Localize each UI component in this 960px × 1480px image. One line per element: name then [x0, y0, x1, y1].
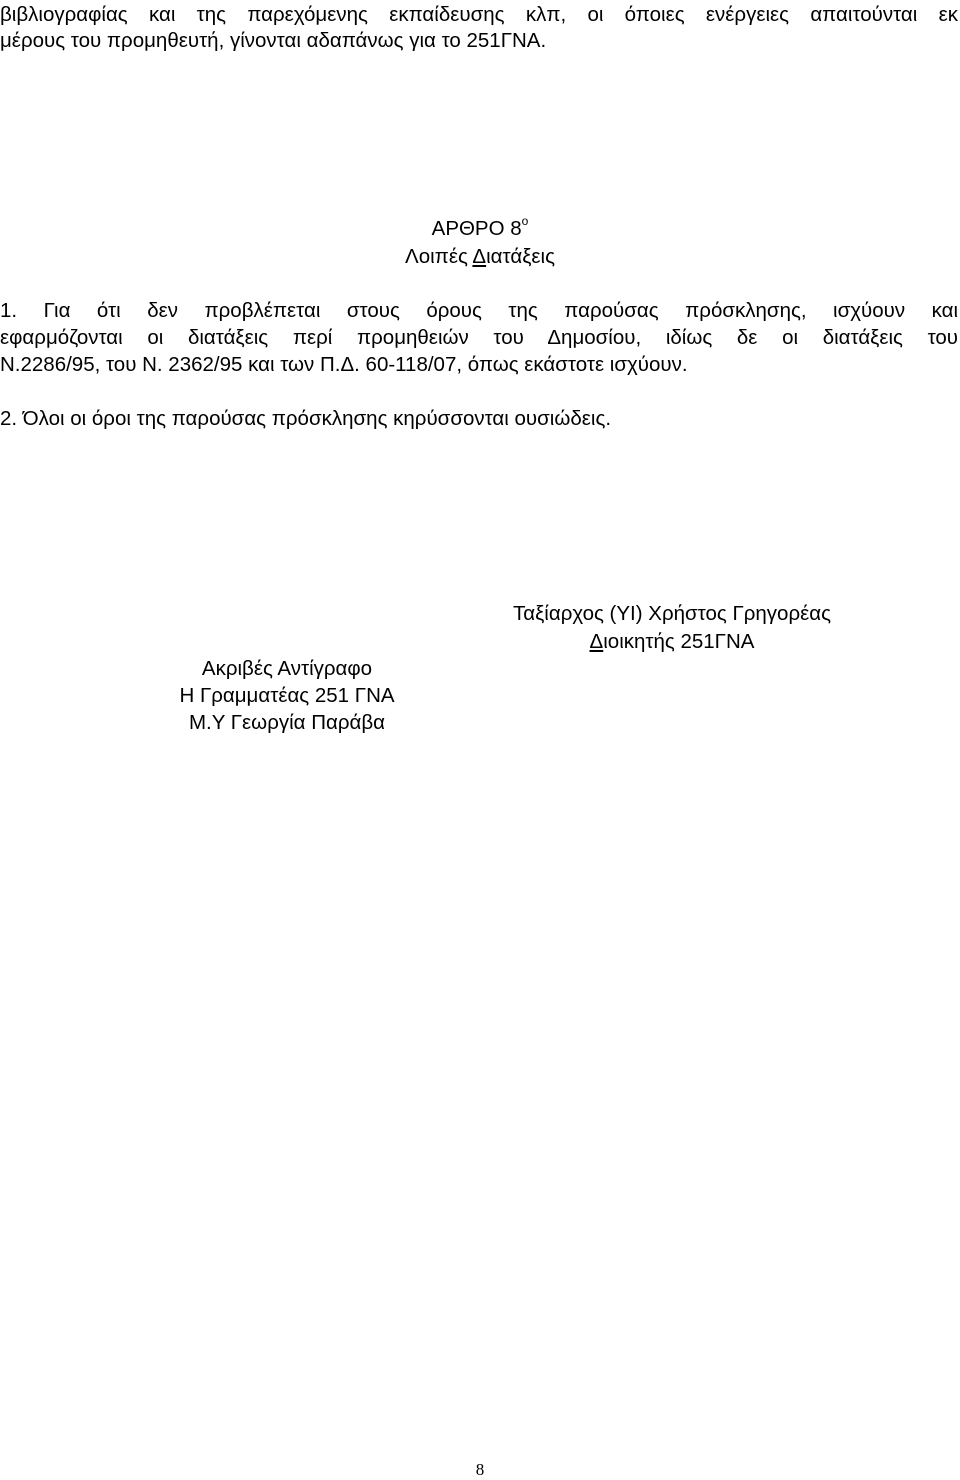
paragraph-1-line-1-text: 1. Για ότι δεν προβλέπεται στους όρους της παρούσας πρόσκλησης, ισχύουν και — [0, 299, 958, 322]
paragraph-1-line-1 — [0, 298, 958, 324]
article-heading — [380, 216, 580, 242]
paragraph-2-line-1-text: 2. Όλοι οι όροι της παρούσας πρόσκλησης κηρύσσονται ουσιώδεις. — [0, 407, 612, 430]
commander-title-rest: ιοικητής 251ΓΝΑ — [603, 630, 755, 653]
paragraph-2-line-1 — [0, 406, 611, 432]
article-heading-text: ΑΡΘΡΟ 8 — [431, 217, 522, 240]
certified-copy-line-2 — [137, 683, 437, 709]
article-subtitle-suffix: ιατάξεις — [486, 245, 555, 268]
intro-line-2-text: μέρους του προμηθευτή, γίνονται αδαπάνως για το 251ΓΝΑ. — [0, 29, 547, 52]
intro-line-1-text: βιβλιογραφίας και της παρεχόμενης εκπαίδευσης κλπ, οι όποιες ενέργειες απαιτούνται εκ — [0, 3, 958, 26]
certified-copy-line-2-text: Η Γραμματέας 251 ΓΝΑ — [179, 684, 395, 707]
article-subtitle-prefix: Λοιπές — [405, 245, 473, 268]
paragraph-1-line-3 — [0, 352, 688, 378]
article-subtitle — [380, 244, 580, 270]
certified-copy-line-1-text: Ακριβές Αντίγραφο — [201, 657, 373, 680]
intro-line-1 — [0, 2, 958, 28]
commander-title-underlined: Δ — [589, 630, 604, 653]
article-heading-superscript: ο — [521, 214, 529, 228]
paragraph-1-line-2-text: εφαρμόζονται οι διατάξεις περί προμηθειών του Δημοσίου, ιδίως δε οι διατάξεις του — [0, 326, 958, 349]
paragraph-1-line-3-text: Ν.2286/95, του Ν. 2362/95 και των Π.Δ. 60-118/07, όπως εκάστοτε ισχύουν. — [0, 353, 688, 376]
page-number — [0, 1460, 960, 1480]
certified-copy-line-3-text: Μ.Υ Γεωργία Παράβα — [188, 711, 386, 734]
intro-line-2 — [0, 28, 546, 54]
commander-signature-name — [452, 601, 892, 627]
commander-signature-title — [452, 629, 892, 655]
page-number-text: 8 — [475, 1460, 485, 1479]
commander-name-text: Ταξίαρχος (ΥΙ) Χρήστος Γρηγορέας — [513, 602, 831, 625]
article-subtitle-underlined: Δ — [472, 245, 487, 268]
certified-copy-line-3 — [137, 710, 437, 736]
paragraph-1-line-2 — [0, 325, 958, 351]
certified-copy-line-1 — [137, 656, 437, 682]
